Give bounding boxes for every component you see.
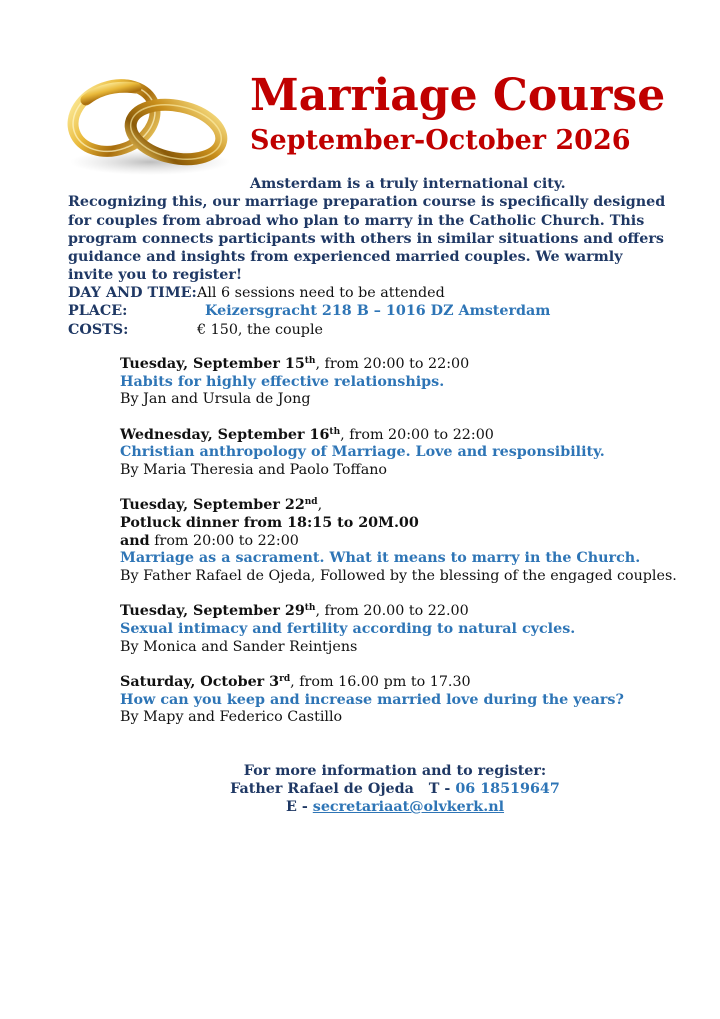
- session-date: Wednesday, September 16: [120, 426, 330, 443]
- contact-block: [180, 762, 610, 816]
- session-topic: Sexual intimacy and fertility according to natural cycles.: [120, 620, 576, 637]
- session-time: , from 16.00 pm to 17.30: [290, 673, 471, 690]
- session-date: Tuesday, September 22: [120, 497, 305, 514]
- place-value: Keizersgracht 218 B – 1016 DZ Amsterdam: [205, 303, 551, 320]
- contact-heading: For more information and to register:: [243, 763, 547, 779]
- date-suffix: th: [329, 426, 341, 437]
- page-subtitle: September-October 2026: [250, 125, 631, 156]
- session-date-line: [120, 674, 677, 692]
- session-time: ,: [317, 497, 323, 514]
- page-title: Marriage Course: [250, 70, 666, 121]
- session-topic: Habits for highly effective relationships.: [120, 373, 445, 390]
- session-date: Tuesday, September 15: [120, 356, 305, 372]
- session-date-line: [120, 427, 677, 445]
- session-date: Saturday, October 3: [120, 673, 280, 690]
- session-time: , from 20:00 to 22:00: [315, 356, 470, 372]
- session-topic: How can you keep and increase married love during the years?: [120, 691, 624, 708]
- date-suffix: rd: [279, 673, 291, 684]
- and-label: and: [120, 532, 150, 549]
- email-prefix: E -: [285, 799, 308, 815]
- email-link[interactable]: secretariaat@olvkerk.nl: [312, 799, 505, 815]
- session-time: , from 20:00 to 22:00: [340, 426, 494, 443]
- session-date-line: [120, 356, 677, 374]
- phone-prefix: T -: [428, 781, 451, 797]
- session-item: [120, 427, 677, 480]
- and-time: from 20:00 to 22:00: [149, 532, 299, 549]
- session-item: [120, 497, 677, 586]
- wedding-rings-image: [66, 66, 234, 178]
- session-speaker: By Jan and Ursula de Jong: [120, 391, 311, 408]
- costs-value: € 150, the couple: [197, 321, 323, 338]
- session-potluck: Potluck dinner from 18:15 to 20M.00: [120, 514, 419, 531]
- session-speaker: By Mapy and Federico Castillo: [120, 709, 343, 726]
- contact-email-line: [180, 798, 610, 816]
- day-label: DAY AND TIME:: [68, 285, 197, 301]
- phone-number: 06 18519647: [455, 781, 560, 797]
- intro-paragraph: Amsterdam is a truly international city. Recognizing this, our marriage preparation course is specifically designed for couples from abroad who plan to marry in the Catholic Church. This program connects participants with others in similar situations and offers guidance and insights from experienced married couples. We warmly invite you to register!: [68, 176, 666, 284]
- session-speaker: By Father Rafael de Ojeda, Followed by the blessing of the engaged couples.: [120, 568, 677, 585]
- costs-label: COSTS:: [68, 321, 129, 338]
- session-time: , from 20.00 to 22.00: [315, 603, 469, 620]
- session-topic: Christian anthropology of Marriage. Love and responsibility.: [120, 444, 605, 461]
- session-item: [120, 674, 677, 727]
- session-item: [120, 603, 677, 656]
- session-speaker: By Monica and Sander Reintjens: [120, 638, 358, 655]
- session-and-line: [120, 533, 677, 551]
- session-list: [120, 356, 677, 744]
- contact-name: Father Rafael de Ojeda: [230, 781, 414, 797]
- day-value: All 6 sessions need to be attended: [197, 285, 445, 301]
- session-date: Tuesday, September 29: [120, 603, 305, 620]
- session-topic: Marriage as a sacrament. What it means to marry in the Church.: [120, 550, 641, 567]
- date-suffix: th: [304, 356, 316, 366]
- session-date-line: [120, 497, 677, 515]
- session-speaker: By Maria Theresia and Paolo Toffano: [120, 462, 388, 479]
- session-date-line: [120, 603, 677, 621]
- place-label: PLACE:: [68, 303, 128, 320]
- session-item: [120, 356, 677, 409]
- date-suffix: nd: [304, 497, 318, 508]
- date-suffix: th: [304, 603, 316, 614]
- contact-name-line: [180, 780, 610, 798]
